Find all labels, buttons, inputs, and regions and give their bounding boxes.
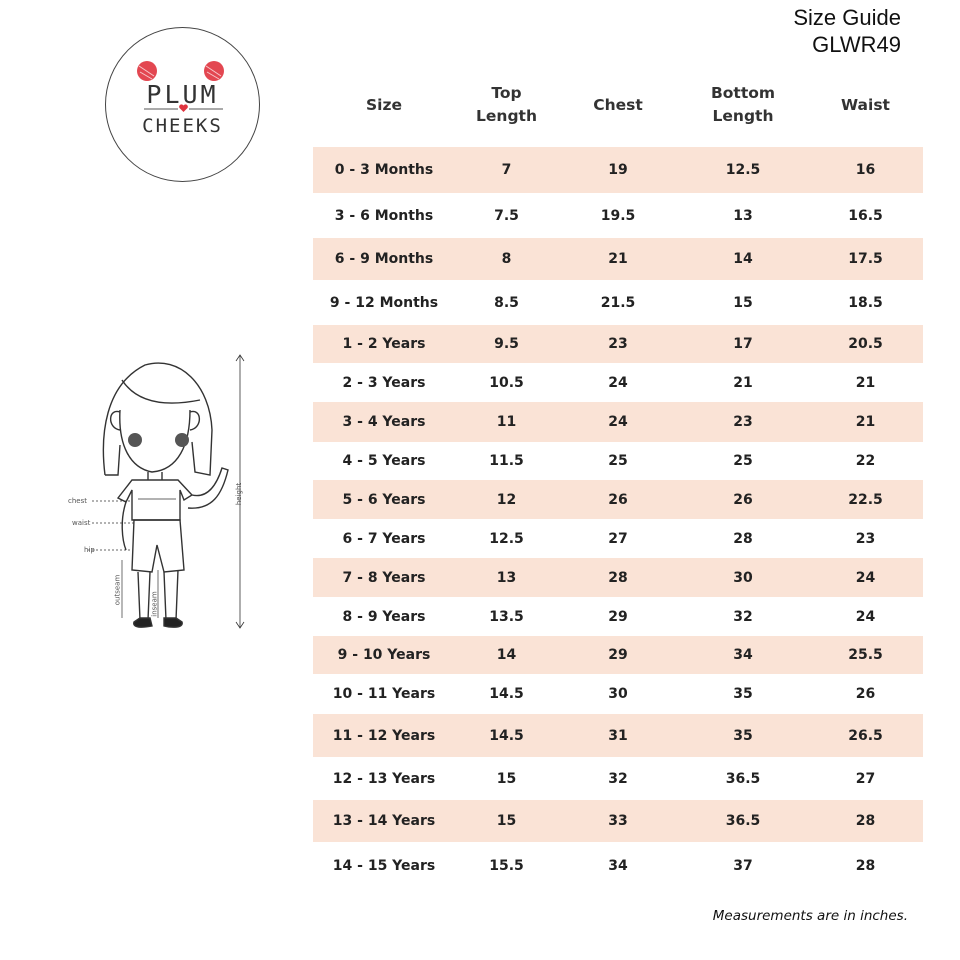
cell-size: 7 - 8 Years: [342, 569, 426, 586]
cell-waist: 22.5: [848, 491, 883, 508]
cell-bottom-length: 13: [733, 207, 753, 224]
cell-size: 13 - 14 Years: [332, 813, 436, 829]
column-header-bottom-length: Bottom Length: [710, 84, 776, 125]
table-row: [313, 402, 923, 442]
product-code: GLWR49: [812, 32, 901, 57]
cell-chest: 28: [608, 569, 628, 586]
cell-chest: 25: [608, 453, 628, 469]
cell-top-length: 12: [496, 491, 517, 508]
cell-chest: 24: [608, 414, 628, 430]
cell-size: 1 - 2 Years: [342, 336, 426, 352]
cell-bottom-length: 35: [733, 686, 753, 702]
table-row: [313, 519, 923, 558]
cell-size: 5 - 6 Years: [342, 491, 426, 508]
cell-bottom-length: 35: [733, 727, 753, 744]
cell-top-length: 11.5: [489, 453, 524, 469]
cell-bottom-length: 21: [733, 374, 753, 391]
child-illustration: [60, 350, 260, 640]
cell-bottom-length: 36.5: [725, 770, 761, 787]
table-row: [313, 442, 923, 480]
cell-bottom-length: 28: [733, 530, 753, 547]
cell-waist: 22: [855, 453, 876, 469]
table-row: [313, 757, 923, 800]
cell-bottom-length: 32: [733, 608, 753, 625]
table-row: [313, 800, 923, 842]
table-row: [313, 238, 923, 280]
cell-waist: 18.5: [848, 294, 883, 311]
cell-bottom-length: 17: [733, 336, 753, 352]
cell-chest: 32: [608, 770, 628, 787]
cell-chest: 21.5: [600, 294, 636, 311]
cell-bottom-length: 34: [733, 647, 753, 663]
cell-waist: 28: [855, 858, 876, 874]
cell-size: 14 - 15 Years: [332, 858, 436, 874]
size-table-header: [313, 70, 923, 140]
height-label: height: [235, 482, 244, 506]
cell-top-length: 14.5: [489, 686, 524, 702]
cell-waist: 28: [855, 813, 876, 829]
cell-top-length: 15: [496, 813, 517, 829]
cell-top-length: 10.5: [489, 374, 524, 391]
cell-chest: 24: [608, 374, 628, 391]
cell-chest: 19: [608, 162, 628, 178]
cell-top-length: 14.5: [489, 727, 524, 744]
table-row: [313, 193, 923, 238]
units-footnote: Measurements are in inches.: [712, 908, 908, 924]
table-row: [313, 597, 923, 636]
cell-waist: 23: [855, 530, 876, 547]
cell-chest: 26: [608, 491, 628, 508]
logo-line-2: CHEEKS: [142, 115, 223, 137]
cell-bottom-length: 30: [733, 569, 753, 586]
cell-top-length: 9.5: [494, 336, 519, 352]
cell-size: 3 - 6 Months: [334, 207, 434, 224]
cell-chest: 29: [608, 647, 628, 663]
cell-top-length: 13.5: [489, 608, 524, 625]
cell-chest: 21: [608, 251, 628, 267]
cell-size: 6 - 7 Years: [342, 530, 426, 547]
cell-size: 6 - 9 Months: [334, 251, 434, 267]
cell-bottom-length: 15: [733, 294, 753, 311]
cell-waist: 25.5: [848, 647, 883, 663]
cell-waist: 26.5: [848, 727, 883, 744]
cell-size: 4 - 5 Years: [342, 453, 426, 469]
cell-chest: 34: [608, 858, 628, 874]
cell-chest: 23: [608, 336, 628, 352]
cell-chest: 33: [608, 813, 628, 829]
cell-top-length: 8: [501, 251, 512, 267]
cell-waist: 17.5: [848, 251, 883, 267]
waist-label: waist: [72, 519, 91, 527]
cell-waist: 16: [855, 162, 876, 178]
page-title: Size Guide: [793, 5, 901, 30]
cell-bottom-length: 26: [733, 491, 753, 508]
cell-size: 11 - 12 Years: [332, 727, 436, 744]
cell-waist: 24: [855, 608, 876, 625]
cell-chest: 27: [608, 530, 628, 547]
chest-label: chest: [68, 497, 87, 505]
table-row: [313, 147, 923, 193]
table-row: [313, 558, 923, 597]
cell-chest: 19.5: [600, 207, 636, 224]
hip-label: hip: [84, 546, 95, 554]
cell-top-length: 13: [496, 569, 517, 586]
cell-top-length: 15: [496, 770, 517, 787]
inseam-label: inseam: [150, 591, 159, 617]
cell-size: 2 - 3 Years: [342, 374, 426, 391]
child-measurement-figure: [60, 350, 260, 640]
cell-size: 10 - 11 Years: [332, 686, 436, 702]
table-row: [313, 714, 923, 757]
cell-size: 12 - 13 Years: [332, 770, 436, 787]
cell-waist: 21: [855, 414, 876, 430]
table-row: [313, 480, 923, 519]
cell-size: 9 - 10 Years: [337, 647, 431, 663]
outseam-label: outseam: [113, 574, 122, 606]
cell-bottom-length: 23: [733, 414, 753, 430]
cell-bottom-length: 14: [733, 251, 753, 267]
cell-chest: 29: [608, 608, 628, 625]
cell-size: 3 - 4 Years: [342, 414, 426, 430]
column-header-waist: Waist: [841, 95, 890, 114]
column-header-chest: Chest: [593, 95, 643, 114]
cell-waist: 21: [855, 374, 876, 391]
cell-top-length: 8.5: [494, 294, 519, 311]
cell-waist: 24: [855, 569, 876, 586]
table-row: [313, 842, 923, 890]
column-header-size: Size: [365, 95, 402, 114]
logo-line-1: PLUM: [146, 80, 219, 109]
cell-top-length: 14: [496, 647, 517, 663]
table-row: [313, 674, 923, 714]
table-row: [313, 363, 923, 402]
cell-bottom-length: 36.5: [725, 813, 761, 829]
cell-waist: 16.5: [848, 207, 883, 224]
cell-chest: 31: [608, 727, 628, 744]
cell-top-length: 7.5: [494, 207, 519, 224]
table-row: [313, 636, 923, 674]
cell-waist: 20.5: [848, 336, 883, 352]
cell-bottom-length: 37: [733, 858, 753, 874]
cell-size: 9 - 12 Months: [329, 294, 439, 311]
table-row: [313, 325, 923, 363]
cell-chest: 30: [608, 686, 628, 702]
table-row: [313, 280, 923, 325]
cell-top-length: 11: [496, 414, 517, 430]
cell-top-length: 7: [501, 162, 512, 178]
cell-waist: 27: [855, 770, 876, 787]
cell-size: 8 - 9 Years: [342, 608, 426, 625]
cell-waist: 26: [855, 686, 876, 702]
column-header-top-length: Top Length: [476, 84, 537, 125]
cell-top-length: 12.5: [489, 530, 524, 547]
cell-size: 0 - 3 Months: [334, 162, 434, 178]
cell-top-length: 15.5: [489, 858, 524, 874]
brand-logo: [105, 27, 260, 182]
cell-bottom-length: 12.5: [725, 162, 761, 178]
cell-bottom-length: 25: [733, 453, 753, 469]
